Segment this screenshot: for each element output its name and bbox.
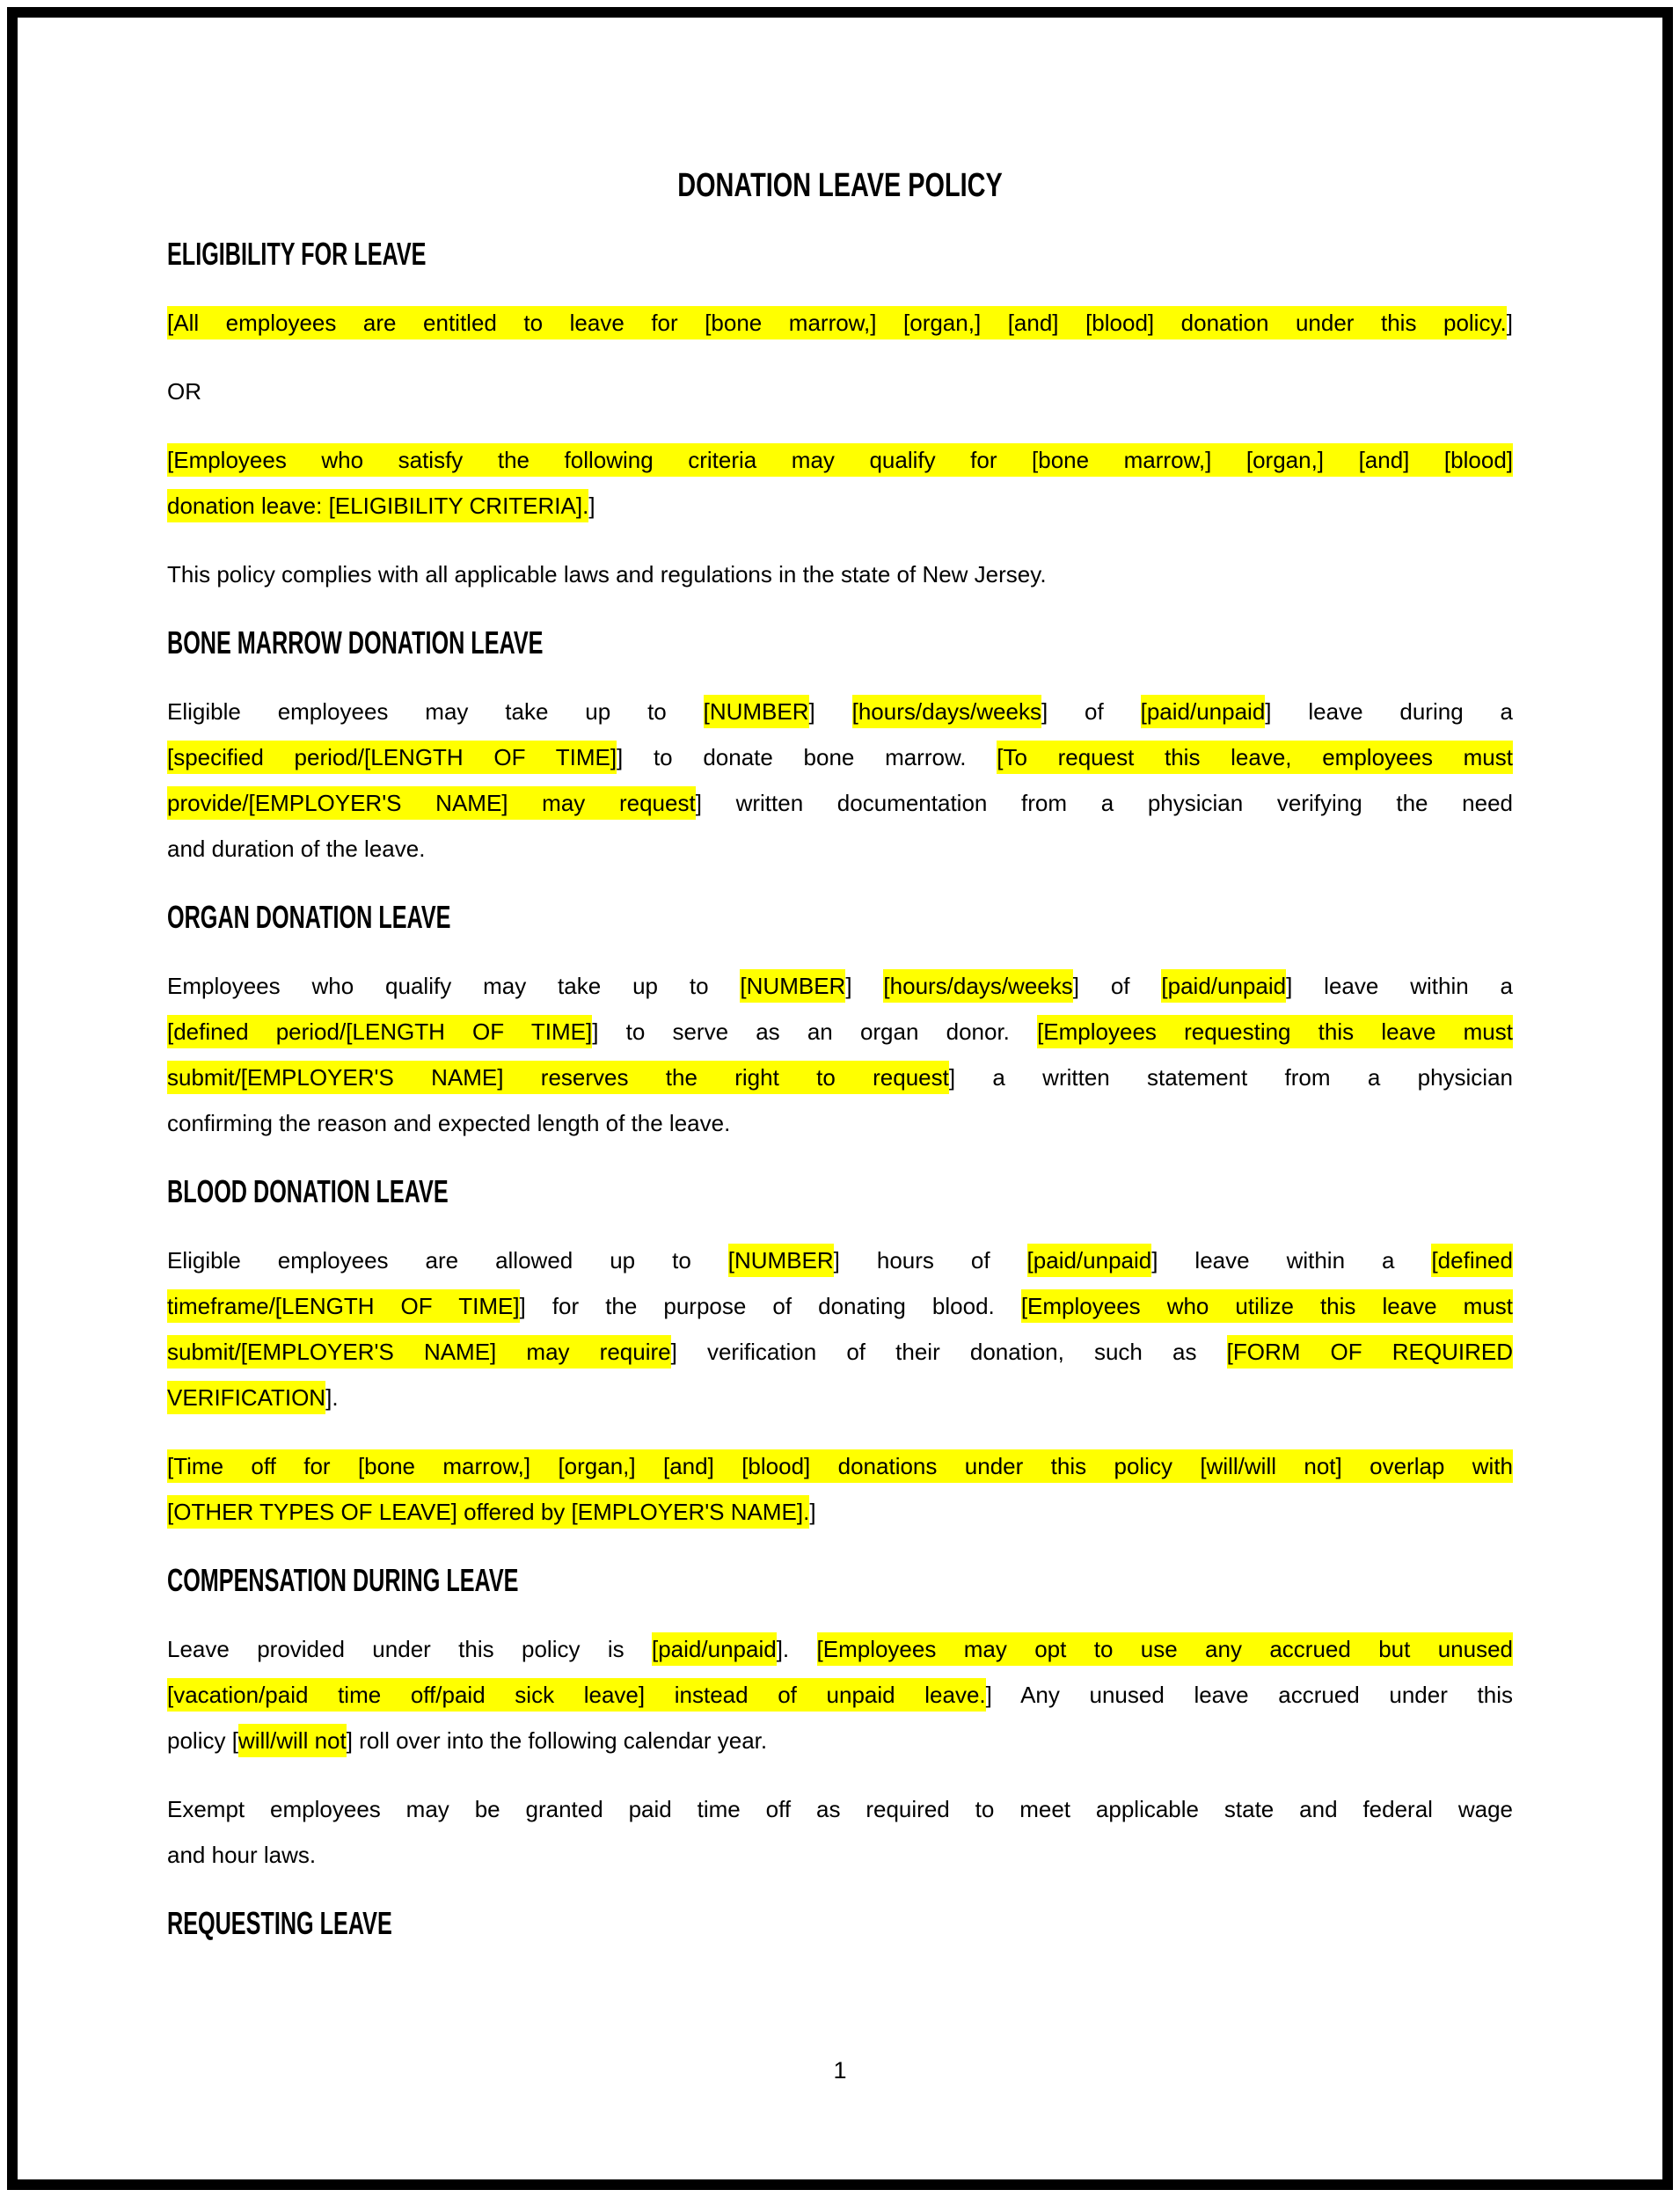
paragraph-compensation <box>167 1626 1513 1763</box>
highlighted-text: [hours/days/weeks <box>883 969 1072 1003</box>
paragraph-eligibility-criteria <box>167 437 1513 529</box>
highlighted-text: VERIFICATION <box>167 1381 325 1414</box>
section-heading-eligibility: ELIGIBILITY FOR LEAVE <box>167 236 427 272</box>
body-text: Exempt employees may be granted paid time off as required to meet applicable state and federal wage <box>167 1796 1513 1822</box>
highlighted-text: [NUMBER <box>704 695 809 728</box>
highlighted-text: [specified period/[LENGTH OF TIME] <box>167 741 617 774</box>
highlighted-text: [To request this leave, employees must <box>997 741 1513 774</box>
highlighted-text: [defined period/[LENGTH OF TIME] <box>167 1015 592 1048</box>
body-text: Eligible employees may take up to <box>167 698 704 725</box>
highlighted-text: [NUMBER <box>728 1244 834 1277</box>
body-text: ] leave within a <box>1286 973 1514 999</box>
body-text: ] <box>1506 310 1513 336</box>
highlighted-text: submit/[EMPLOYER'S NAME] reserves the right to request <box>167 1061 949 1094</box>
body-text: ] <box>808 698 852 725</box>
paragraph-exempt <box>167 1786 1513 1878</box>
highlighted-text: [defined <box>1431 1244 1513 1277</box>
paragraph-organ <box>167 963 1513 1146</box>
highlighted-text: [paid/unpaid <box>1141 695 1266 728</box>
body-text: ] a written statement from a physician <box>948 1064 1514 1091</box>
paragraph-compliance <box>167 551 1513 597</box>
body-text: policy [ <box>167 1727 238 1754</box>
highlighted-text: [Employees who utilize this leave must <box>1021 1289 1513 1323</box>
page-title: DONATION LEAVE POLICY <box>677 167 1003 204</box>
highlighted-text: [Employees who satisfy the following criteria may qualify for [bone marrow,] [organ,] [and] [blood] <box>167 443 1513 477</box>
highlighted-text: [Employees may opt to use any accrued but unused <box>817 1632 1514 1666</box>
body-text: ] written documentation from a physician verifying the need <box>695 790 1513 816</box>
highlighted-text: [FORM OF REQUIRED <box>1227 1335 1513 1369</box>
document-content <box>167 163 1513 1969</box>
section-heading-bone-marrow: BONE MARROW DONATION LEAVE <box>167 624 544 661</box>
body-text: ] Any unused leave accrued under this <box>985 1682 1513 1708</box>
body-text: confirming the reason and expected length of the leave. <box>167 1110 731 1136</box>
body-text: ] hours of <box>833 1247 1027 1274</box>
section-heading-blood: BLOOD DONATION LEAVE <box>167 1173 449 1209</box>
highlighted-text: provide/[EMPLOYER'S NAME] may request <box>167 786 696 820</box>
highlighted-text: [All employees are entitled to leave for [bone marrow,] [organ,] [and] [blood] donation under this policy. <box>167 306 1507 339</box>
body-text: ] for the purpose of donating blood. <box>519 1293 1021 1319</box>
body-text: Leave provided under this policy is <box>167 1636 652 1662</box>
highlighted-text: [OTHER TYPES OF LEAVE] offered by [EMPLOYER'S NAME]. <box>167 1495 809 1529</box>
section-heading-compensation: COMPENSATION DURING LEAVE <box>167 1562 519 1598</box>
highlighted-text: donation leave: [ELIGIBILITY CRITERIA]. <box>167 489 588 522</box>
body-text: ] <box>588 493 595 519</box>
highlighted-text: [hours/days/weeks <box>852 695 1041 728</box>
body-text: ] <box>809 1499 816 1525</box>
paragraph-blood <box>167 1237 1513 1420</box>
body-text: ] to serve as an organ donor. <box>592 1018 1038 1045</box>
paragraph-eligibility-entitled <box>167 300 1513 346</box>
body-text: ]. <box>776 1636 817 1662</box>
highlighted-text: [paid/unpaid <box>1161 969 1286 1003</box>
body-text: ] to donate bone marrow. <box>617 744 997 770</box>
highlighted-text: [NUMBER <box>740 969 845 1003</box>
highlighted-text: timeframe/[LENGTH OF TIME] <box>167 1289 520 1323</box>
body-text: ] of <box>1072 973 1162 999</box>
highlighted-text: [paid/unpaid <box>652 1632 777 1666</box>
body-text: OR <box>167 378 201 405</box>
body-text: ] <box>845 973 884 999</box>
body-text: ]. <box>325 1384 339 1411</box>
body-text: and duration of the leave. <box>167 836 426 862</box>
body-text: Employees who qualify may take up to <box>167 973 741 999</box>
body-text: and hour laws. <box>167 1842 317 1868</box>
body-text: Eligible employees are allowed up to <box>167 1247 728 1274</box>
highlighted-text: will/will not <box>238 1724 347 1757</box>
highlighted-text: [Employees requesting this leave must <box>1037 1015 1513 1048</box>
paragraph-or <box>167 369 1513 414</box>
section-heading-requesting: REQUESTING LEAVE <box>167 1905 392 1941</box>
paragraph-overlap <box>167 1443 1513 1535</box>
highlighted-text: [paid/unpaid <box>1027 1244 1152 1277</box>
section-heading-organ: ORGAN DONATION LEAVE <box>167 899 451 935</box>
body-text: ] verification of their donation, such as <box>670 1339 1227 1365</box>
body-text: ] of <box>1041 698 1141 725</box>
page-number: 1 <box>833 2057 847 2084</box>
body-text: ] roll over into the following calendar year. <box>346 1727 768 1754</box>
highlighted-text: [vacation/paid time off/paid sick leave] instead of unpaid leave. <box>167 1678 986 1712</box>
highlighted-text: submit/[EMPLOYER'S NAME] may require <box>167 1335 671 1369</box>
paragraph-bone-marrow <box>167 689 1513 872</box>
body-text: This policy complies with all applicable laws and regulations in the state of New Jersey. <box>167 561 1047 588</box>
highlighted-text: [Time off for [bone marrow,] [organ,] [and] [blood] donations under this policy [will/will not] overlap with <box>167 1449 1513 1483</box>
body-text: ] leave during a <box>1265 698 1513 725</box>
body-text: ] leave within a <box>1151 1247 1432 1274</box>
